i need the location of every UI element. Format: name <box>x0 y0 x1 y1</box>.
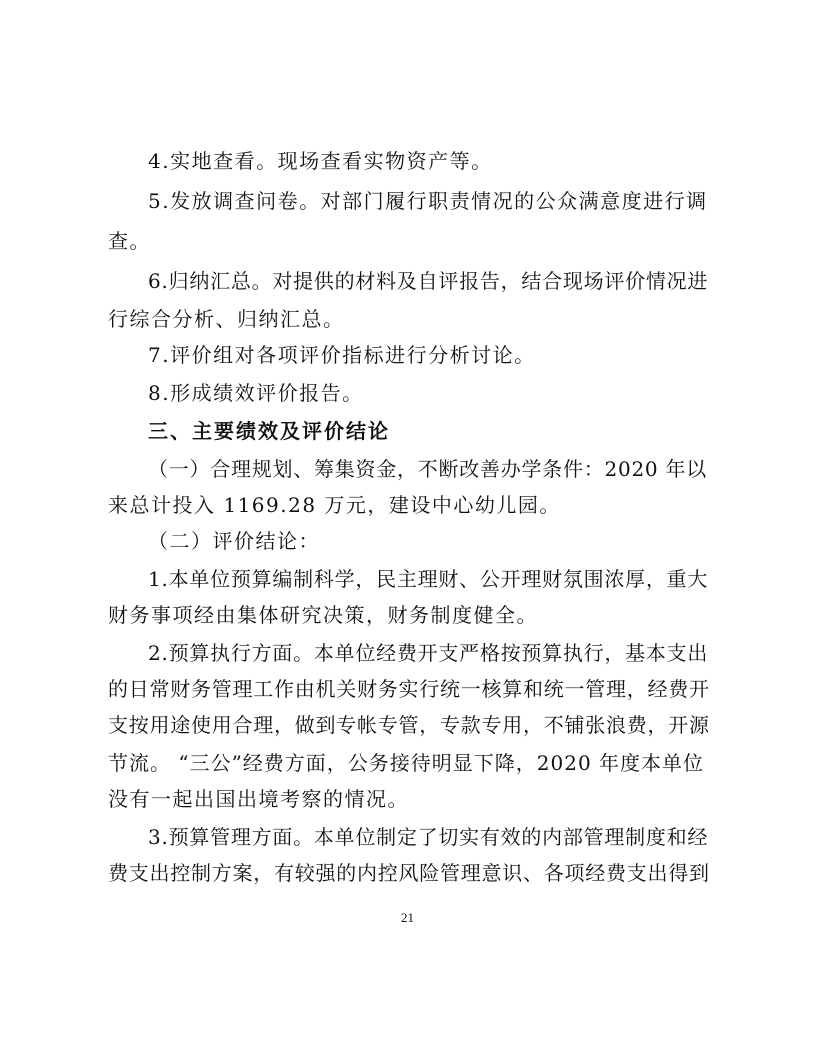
page-number: 21 <box>401 910 414 925</box>
paragraph-line: 的日常财务管理工作由机关财务实行统一核算和统一管理，经费开 <box>108 677 710 701</box>
paragraph-line: 没有一起出国出境考察的情况。 <box>108 787 409 811</box>
paragraph-line: 6.归纳汇总。对提供的材料及自评报告，结合现场评价情况进 <box>148 269 709 293</box>
paragraph-line: 1.本单位预算编制科学，民主理财、公开理财氛围浓厚，重大 <box>148 567 709 591</box>
paragraph-line: 财务事项经由集体研究决策，财务制度健全。 <box>108 603 538 627</box>
section-heading: 三、主要绩效及评价结论 <box>148 419 390 443</box>
paragraph-line: 支按用途使用合理，做到专帐专管，专款专用，不铺张浪费，开源 <box>108 713 710 737</box>
paragraph-line: 4.实地查看。现场查看实物资产等。 <box>148 149 493 173</box>
paragraph-line: （一）合理规划、筹集资金，不断改善办学条件：2020 年以 <box>148 457 708 481</box>
paragraph-line: 2.预算执行方面。本单位经费开支严格按预算执行，基本支出 <box>148 641 709 665</box>
paragraph-line: 5.发放调查问卷。对部门履行职责情况的公众满意度进行调 <box>148 189 708 213</box>
paragraph-line: （二）评价结论： <box>148 529 320 553</box>
paragraph-line: 7.评价组对各项评价指标进行分析讨论。 <box>148 343 536 367</box>
paragraph-line: 8.形成绩效评价报告。 <box>148 381 364 405</box>
paragraph-line: 行综合分析、归纳汇总。 <box>108 307 345 331</box>
paragraph-line: 费支出控制方案，有较强的内控风险管理意识、各项经费支出得到 <box>108 861 710 885</box>
paragraph-line: 3.预算管理方面。本单位制定了切实有效的内部管理制度和经 <box>148 825 709 849</box>
paragraph-line: 节流。 “三公”经费方面，公务接待明显下降，2020 年度本单位 <box>108 751 705 775</box>
paragraph-line: 查。 <box>108 229 151 253</box>
paragraph-line: 来总计投入 1169.28 万元，建设中心幼儿园。 <box>108 493 561 517</box>
